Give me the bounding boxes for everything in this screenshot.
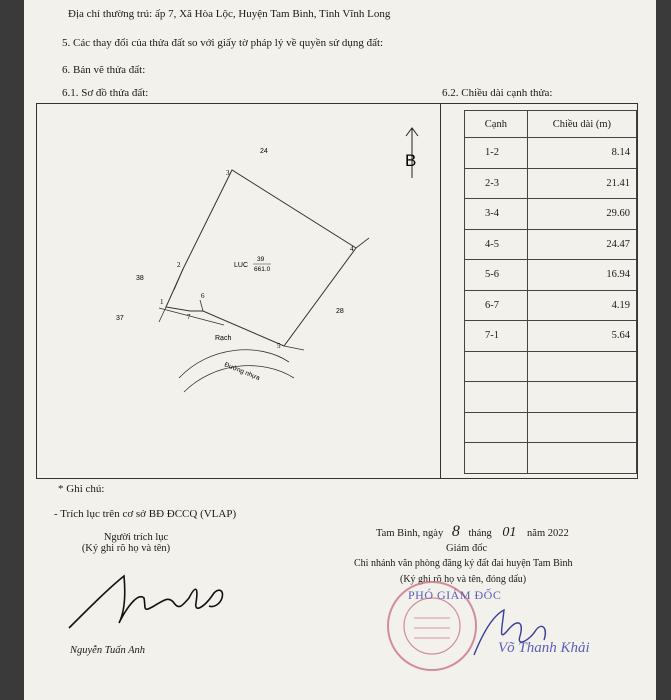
signer-left-name: Nguyễn Tuấn Anh [70, 645, 146, 656]
signer-right-subtitle: (Ký ghi rõ họ và tên, đóng dấu) [400, 574, 527, 585]
length-cell: 24.47 [527, 229, 636, 260]
edge-cell [465, 443, 528, 474]
canal-label: Rạch [215, 335, 232, 342]
length-cell [527, 351, 636, 382]
table-row [465, 382, 637, 413]
date-year: năm 2022 [527, 528, 569, 539]
parcel-type: LUC [234, 262, 249, 269]
section-6-2-heading: 6.2. Chiều dài cạnh thửa: [442, 87, 553, 99]
neighbor-right: 28 [336, 308, 344, 315]
signature-right [464, 600, 594, 670]
length-cell: 4.19 [527, 290, 636, 321]
signer-left-block [81, 532, 186, 554]
edge-cell [465, 382, 528, 413]
road-label: Đường nhựa [223, 361, 261, 382]
table-row [465, 199, 637, 230]
vertex-4: 4 [350, 245, 354, 253]
parcel-number: 39 [257, 256, 265, 263]
neighbor-left-upper: 38 [136, 275, 144, 282]
length-cell: 16.94 [527, 260, 636, 291]
signer-left-subtitle: (Ký ghi rõ họ và tên) [81, 543, 171, 554]
header-edge: Cạnh [465, 111, 528, 138]
header-length: Chiều dài (m) [527, 111, 636, 138]
section-5-heading: 5. Các thay đổi của thửa đất so với giấy tờ pháp lý về quyền sử dụng đất: [62, 37, 384, 49]
notes-title: * Ghi chú: [58, 483, 105, 495]
vertex-6: 6 [201, 292, 205, 300]
vertex-7: 7 [187, 313, 191, 321]
edge-cell: 7-1 [465, 321, 528, 352]
length-cell: 8.14 [527, 138, 636, 169]
table-row [465, 351, 637, 382]
north-label: B [405, 151, 417, 170]
table-header-row [465, 111, 637, 138]
table-row [465, 168, 637, 199]
vertex-1: 1 [160, 298, 164, 306]
date-place: Tam Bình, ngày [376, 528, 444, 539]
signer-right-office: Chi nhánh văn phòng đăng ký đất đai huyện Tam Bình [354, 558, 573, 569]
edge-cell: 3-4 [465, 199, 528, 230]
boundary-ext-line [284, 346, 304, 350]
stamp-title: PHÓ GIÁM ĐỐC [408, 588, 502, 602]
vertex-5: 5 [277, 342, 281, 350]
edge-cell [465, 351, 528, 382]
edge-cell [465, 412, 528, 443]
address-value: ấp 7, Xã Hòa Lộc, Huyện Tam Bình, Tỉnh Vĩnh Long [154, 8, 391, 20]
vertex-2: 2 [177, 261, 181, 269]
edge-length-table [464, 110, 637, 474]
edge-cell: 6-7 [465, 290, 528, 321]
date-line [376, 523, 569, 541]
length-cell [527, 443, 636, 474]
date-month: 01 [502, 525, 517, 540]
signature-left [64, 568, 234, 638]
neighbor-top: 24 [260, 148, 268, 155]
length-cell [527, 382, 636, 413]
edge-cell: 1-2 [465, 138, 528, 169]
neighbor-left-lower: 37 [116, 315, 124, 322]
document-sheet [24, 0, 656, 700]
edge-cell: 2-3 [465, 168, 528, 199]
date-month-label: tháng [468, 528, 492, 539]
table-row [465, 229, 637, 260]
table-row [465, 290, 637, 321]
vertex-3: 3 [226, 169, 230, 177]
section-6-heading: 6. Bản vẽ thửa đất: [62, 64, 146, 76]
edge-cell: 5-6 [465, 260, 528, 291]
boundary-ext-line [356, 238, 369, 248]
length-cell: 29.60 [527, 199, 636, 230]
table-row [465, 260, 637, 291]
signer-right-role: Giám đốc [446, 543, 488, 554]
signer-left-title: Người trích lục [103, 532, 169, 543]
length-cell: 21.41 [527, 168, 636, 199]
table-row [465, 412, 637, 443]
length-cell [527, 412, 636, 443]
notes-source: - Trích lục trên cơ sở BĐ ĐCCQ (VLAP) [54, 508, 237, 520]
boundary-ext-line [174, 269, 183, 290]
boundary-ext-line [200, 300, 203, 311]
table-row [465, 443, 637, 474]
table-row [465, 321, 637, 352]
length-cell: 5.64 [527, 321, 636, 352]
edge-cell: 4-5 [465, 229, 528, 260]
address-label: Địa chỉ thường trú: [68, 8, 153, 20]
section-6-1-heading: 6.1. Sơ đồ thửa đất: [62, 87, 149, 99]
parcel-area: 661.0 [254, 266, 271, 273]
table-row [465, 138, 637, 169]
signature-right-name: Võ Thanh Khải [498, 640, 590, 656]
date-day: 8 [451, 523, 460, 540]
